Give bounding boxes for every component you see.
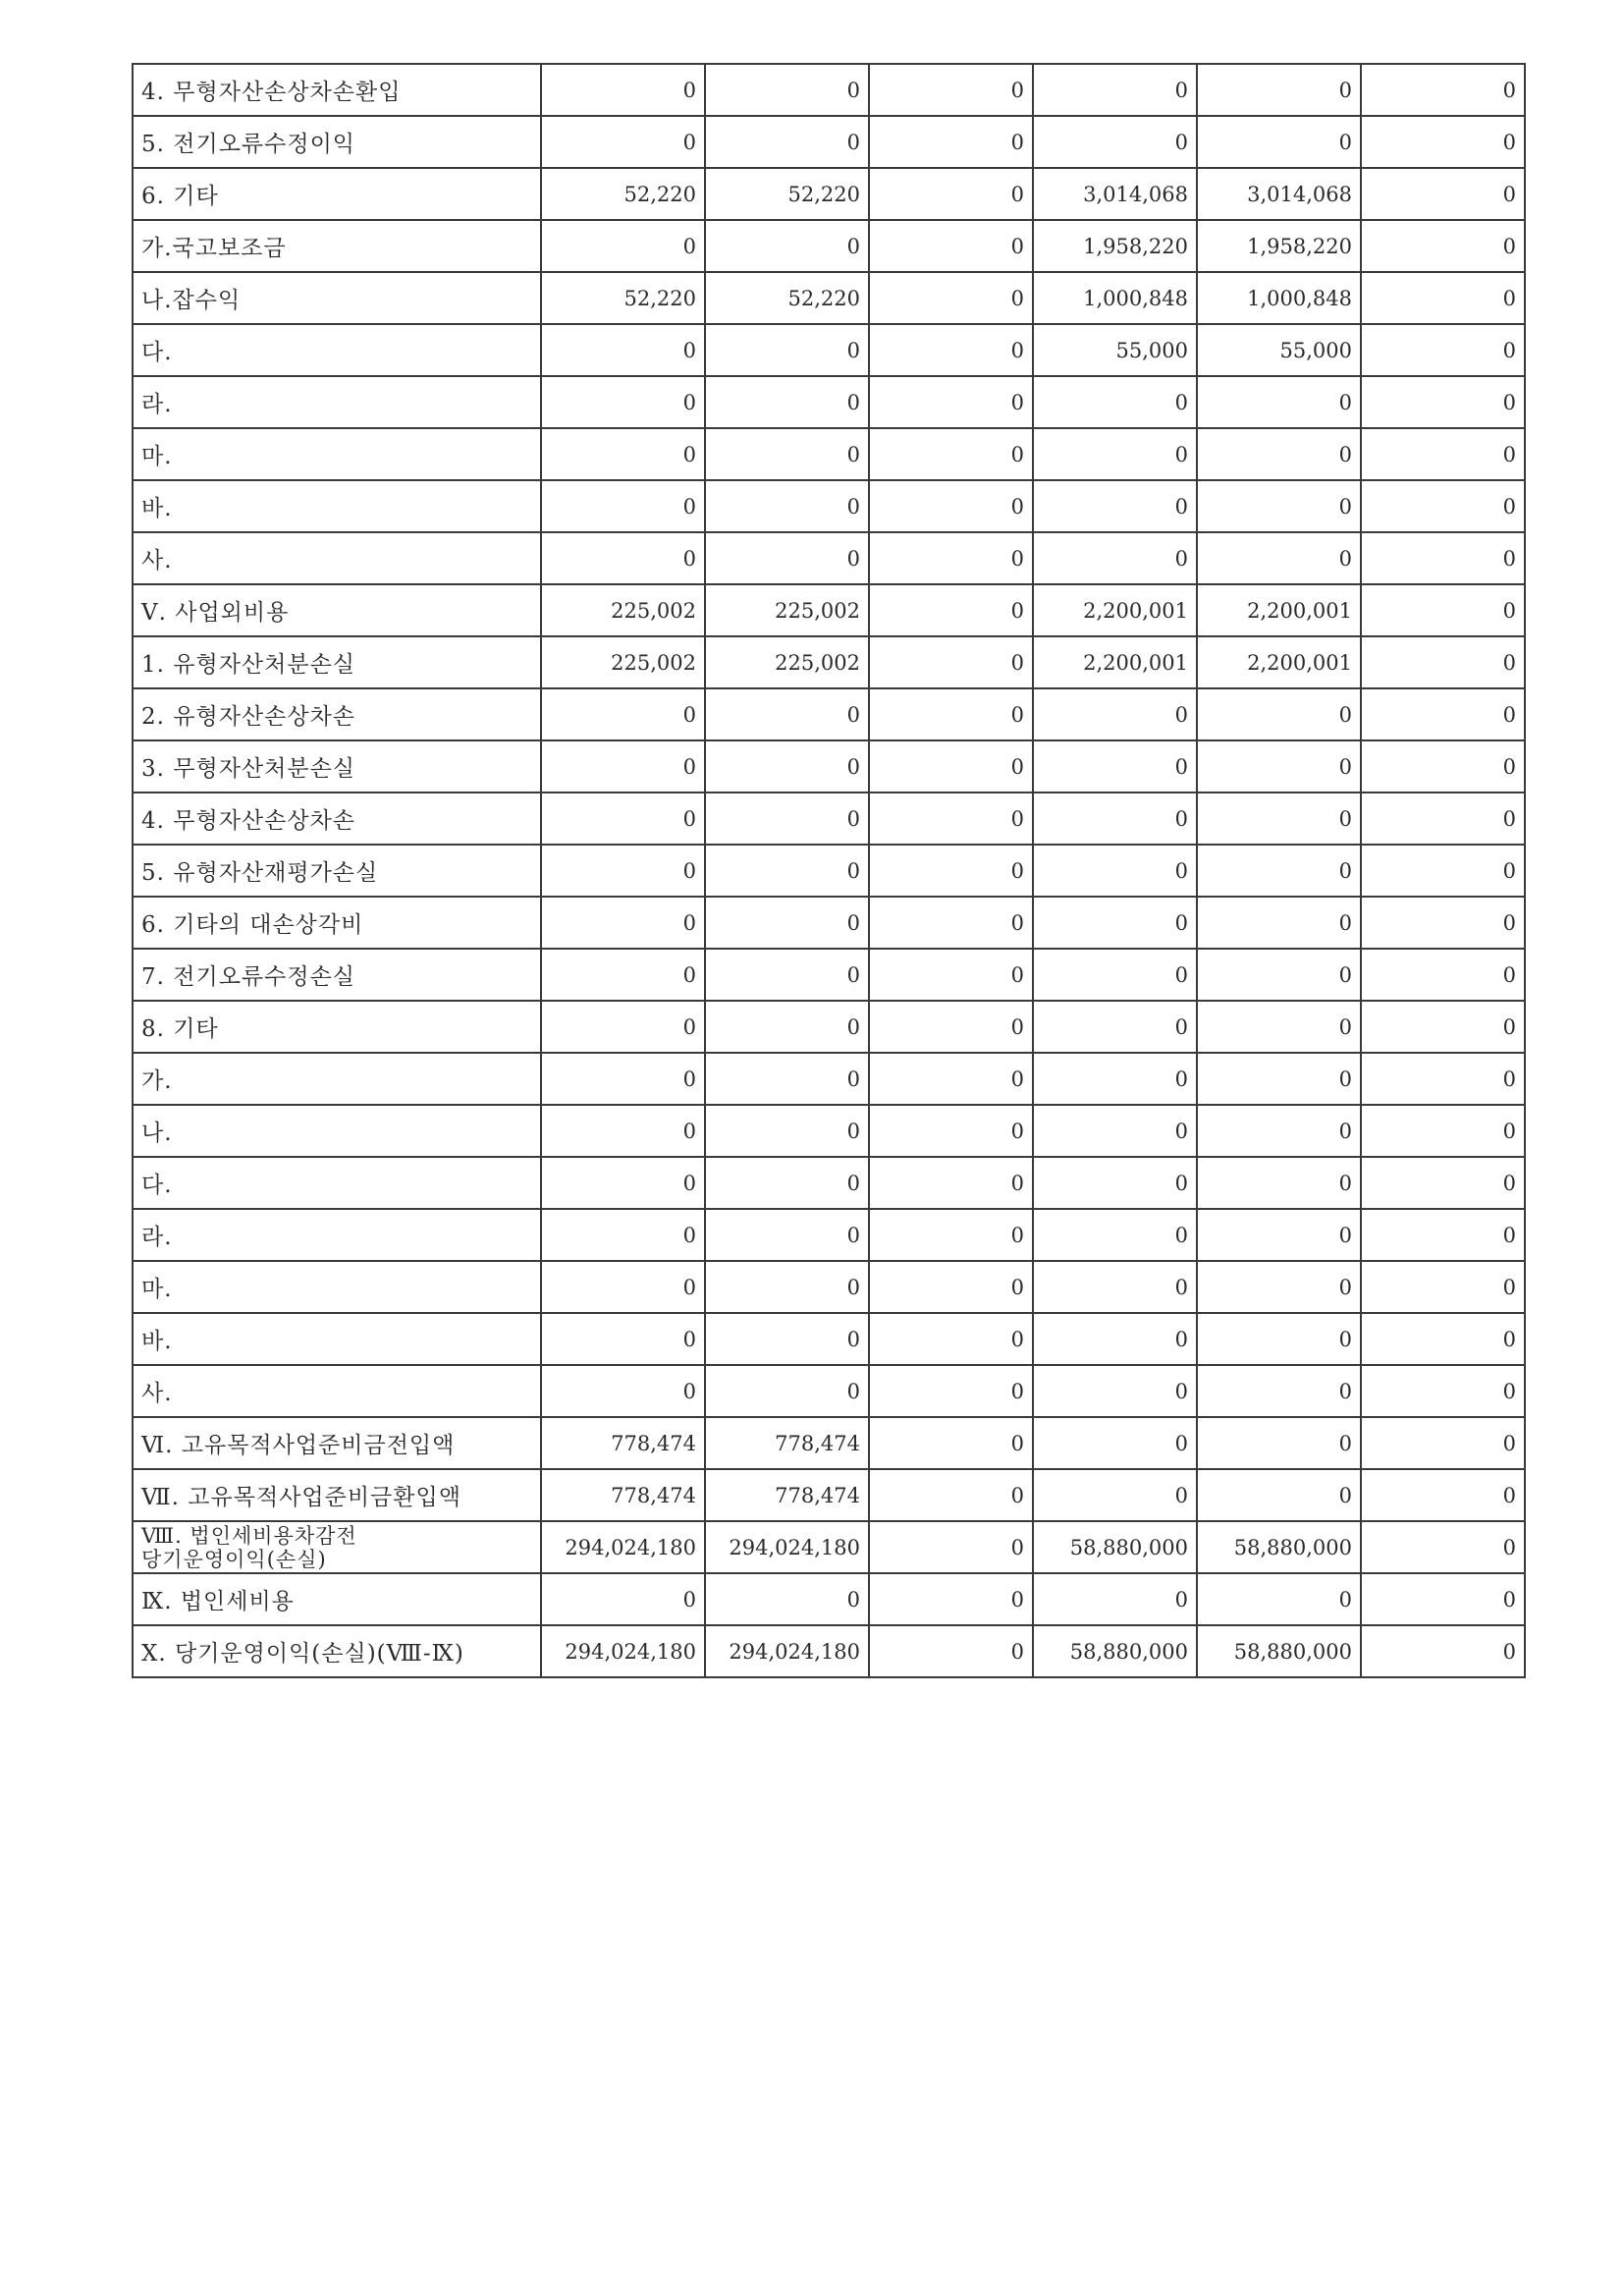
table-row bbox=[133, 272, 1525, 324]
table-body bbox=[133, 64, 1525, 1677]
amount-cell: 0 bbox=[541, 845, 705, 897]
table-row bbox=[133, 584, 1525, 636]
row-label: 4. 무형자산손상차손환입 bbox=[133, 64, 541, 116]
amount-cell: 0 bbox=[1361, 1261, 1525, 1313]
amount-cell: 0 bbox=[1361, 64, 1525, 116]
amount-cell: 0 bbox=[869, 1001, 1033, 1053]
amount-cell: 0 bbox=[1361, 1573, 1525, 1625]
amount-cell: 0 bbox=[541, 1365, 705, 1417]
amount-cell: 0 bbox=[869, 584, 1033, 636]
row-label: 사. bbox=[133, 1365, 541, 1417]
amount-cell: 0 bbox=[541, 793, 705, 845]
amount-cell: 0 bbox=[541, 1105, 705, 1157]
amount-cell: 0 bbox=[1197, 740, 1361, 793]
amount-cell: 0 bbox=[1361, 688, 1525, 740]
amount-cell: 0 bbox=[1361, 1105, 1525, 1157]
amount-cell: 0 bbox=[1361, 428, 1525, 480]
row-label: 4. 무형자산손상차손 bbox=[133, 793, 541, 845]
table-row bbox=[133, 324, 1525, 376]
amount-cell: 0 bbox=[1197, 428, 1361, 480]
amount-cell: 0 bbox=[869, 1209, 1033, 1261]
amount-cell: 0 bbox=[1033, 1105, 1197, 1157]
row-label bbox=[133, 1521, 541, 1573]
amount-cell: 0 bbox=[1361, 897, 1525, 949]
table-row bbox=[133, 688, 1525, 740]
amount-cell: 0 bbox=[1197, 1417, 1361, 1469]
amount-cell: 0 bbox=[541, 949, 705, 1001]
amount-cell: 0 bbox=[1033, 688, 1197, 740]
table-row bbox=[133, 1209, 1525, 1261]
amount-cell: 0 bbox=[1361, 272, 1525, 324]
amount-cell: 0 bbox=[705, 1209, 869, 1261]
amount-cell: 0 bbox=[541, 688, 705, 740]
amount-cell: 0 bbox=[1033, 376, 1197, 428]
amount-cell: 0 bbox=[1361, 1365, 1525, 1417]
row-label: 가.국고보조금 bbox=[133, 220, 541, 272]
amount-cell: 0 bbox=[869, 1105, 1033, 1157]
amount-cell: 0 bbox=[541, 740, 705, 793]
amount-cell: 0 bbox=[1361, 636, 1525, 688]
table-row bbox=[133, 480, 1525, 532]
amount-cell: 0 bbox=[1361, 949, 1525, 1001]
amount-cell: 0 bbox=[1361, 532, 1525, 584]
amount-cell: 0 bbox=[1033, 1261, 1197, 1313]
amount-cell: 0 bbox=[1361, 116, 1525, 168]
amount-cell: 2,200,001 bbox=[1033, 584, 1197, 636]
amount-cell: 58,880,000 bbox=[1197, 1521, 1361, 1573]
table-row bbox=[133, 1469, 1525, 1521]
amount-cell: 0 bbox=[1361, 740, 1525, 793]
amount-cell: 0 bbox=[541, 897, 705, 949]
amount-cell: 0 bbox=[541, 1573, 705, 1625]
amount-cell: 0 bbox=[1033, 1417, 1197, 1469]
amount-cell: 0 bbox=[1197, 1261, 1361, 1313]
amount-cell: 0 bbox=[705, 116, 869, 168]
amount-cell: 0 bbox=[869, 116, 1033, 168]
amount-cell: 225,002 bbox=[541, 636, 705, 688]
row-label: 6. 기타 bbox=[133, 168, 541, 220]
amount-cell: 0 bbox=[869, 1469, 1033, 1521]
amount-cell: 55,000 bbox=[1197, 324, 1361, 376]
amount-cell: 0 bbox=[1197, 793, 1361, 845]
amount-cell: 294,024,180 bbox=[541, 1521, 705, 1573]
amount-cell: 225,002 bbox=[705, 636, 869, 688]
amount-cell: 0 bbox=[1361, 793, 1525, 845]
table-row bbox=[133, 1313, 1525, 1365]
table-row bbox=[133, 1261, 1525, 1313]
amount-cell: 0 bbox=[869, 64, 1033, 116]
amount-cell: 0 bbox=[1361, 480, 1525, 532]
amount-cell: 0 bbox=[869, 793, 1033, 845]
amount-cell: 0 bbox=[541, 1209, 705, 1261]
amount-cell: 0 bbox=[541, 480, 705, 532]
table-row bbox=[133, 1157, 1525, 1209]
table-row bbox=[133, 897, 1525, 949]
amount-cell: 0 bbox=[869, 1417, 1033, 1469]
row-label: 나. bbox=[133, 1105, 541, 1157]
amount-cell: 778,474 bbox=[705, 1417, 869, 1469]
amount-cell: 0 bbox=[1197, 1313, 1361, 1365]
amount-cell: 0 bbox=[1197, 1053, 1361, 1105]
amount-cell: 0 bbox=[705, 428, 869, 480]
row-label: 다. bbox=[133, 1157, 541, 1209]
amount-cell: 0 bbox=[705, 688, 869, 740]
amount-cell: 0 bbox=[705, 1261, 869, 1313]
amount-cell: 0 bbox=[1197, 845, 1361, 897]
amount-cell: 0 bbox=[1033, 949, 1197, 1001]
amount-cell: 0 bbox=[869, 636, 1033, 688]
amount-cell: 0 bbox=[1033, 1209, 1197, 1261]
row-label: Ⅹ. 당기운영이익(손실)(Ⅷ-Ⅸ) bbox=[133, 1625, 541, 1677]
row-label: 5. 유형자산재평가손실 bbox=[133, 845, 541, 897]
amount-cell: 0 bbox=[1033, 1313, 1197, 1365]
amount-cell: 0 bbox=[541, 1313, 705, 1365]
amount-cell: 0 bbox=[705, 64, 869, 116]
amount-cell: 0 bbox=[705, 1157, 869, 1209]
amount-cell: 0 bbox=[1197, 116, 1361, 168]
amount-cell: 0 bbox=[705, 376, 869, 428]
amount-cell: 0 bbox=[1033, 1469, 1197, 1521]
amount-cell: 0 bbox=[705, 845, 869, 897]
row-label: Ⅸ. 법인세비용 bbox=[133, 1573, 541, 1625]
amount-cell: 0 bbox=[1033, 1573, 1197, 1625]
amount-cell: 0 bbox=[1033, 1001, 1197, 1053]
amount-cell: 0 bbox=[869, 428, 1033, 480]
amount-cell: 0 bbox=[869, 897, 1033, 949]
amount-cell: 2,200,001 bbox=[1197, 636, 1361, 688]
amount-cell: 0 bbox=[869, 220, 1033, 272]
amount-cell: 58,880,000 bbox=[1033, 1521, 1197, 1573]
amount-cell: 294,024,180 bbox=[541, 1625, 705, 1677]
amount-cell: 0 bbox=[869, 1313, 1033, 1365]
amount-cell: 52,220 bbox=[541, 272, 705, 324]
table-row bbox=[133, 793, 1525, 845]
amount-cell: 0 bbox=[1197, 376, 1361, 428]
row-label: 가. bbox=[133, 1053, 541, 1105]
amount-cell: 3,014,068 bbox=[1033, 168, 1197, 220]
amount-cell: 0 bbox=[1361, 168, 1525, 220]
amount-cell: 0 bbox=[1033, 480, 1197, 532]
amount-cell: 0 bbox=[541, 428, 705, 480]
row-label: 1. 유형자산처분손실 bbox=[133, 636, 541, 688]
row-label: Ⅶ. 고유목적사업준비금환입액 bbox=[133, 1469, 541, 1521]
amount-cell: 0 bbox=[1361, 1313, 1525, 1365]
amount-cell: 0 bbox=[705, 1001, 869, 1053]
amount-cell: 0 bbox=[869, 1625, 1033, 1677]
amount-cell: 0 bbox=[1197, 1001, 1361, 1053]
amount-cell: 0 bbox=[1033, 897, 1197, 949]
amount-cell: 2,200,001 bbox=[1033, 636, 1197, 688]
amount-cell: 0 bbox=[1197, 64, 1361, 116]
amount-cell: 0 bbox=[869, 949, 1033, 1001]
amount-cell: 0 bbox=[705, 1105, 869, 1157]
amount-cell: 0 bbox=[705, 1053, 869, 1105]
row-label-line-2: 당기운영이익(손실) bbox=[141, 1547, 327, 1571]
table-row bbox=[133, 845, 1525, 897]
row-label: 3. 무형자산처분손실 bbox=[133, 740, 541, 793]
amount-cell: 52,220 bbox=[705, 272, 869, 324]
amount-cell: 778,474 bbox=[705, 1469, 869, 1521]
amount-cell: 0 bbox=[1197, 532, 1361, 584]
amount-cell: 0 bbox=[1197, 688, 1361, 740]
row-label: 바. bbox=[133, 1313, 541, 1365]
amount-cell: 0 bbox=[1361, 1469, 1525, 1521]
amount-cell: 0 bbox=[1361, 1417, 1525, 1469]
amount-cell: 0 bbox=[705, 740, 869, 793]
amount-cell: 0 bbox=[1033, 1365, 1197, 1417]
table-row bbox=[133, 1001, 1525, 1053]
amount-cell: 0 bbox=[1361, 845, 1525, 897]
row-label: Ⅵ. 고유목적사업준비금전입액 bbox=[133, 1417, 541, 1469]
row-label: 다. bbox=[133, 324, 541, 376]
amount-cell: 52,220 bbox=[705, 168, 869, 220]
amount-cell: 0 bbox=[1361, 1053, 1525, 1105]
amount-cell: 0 bbox=[1033, 740, 1197, 793]
table-row bbox=[133, 1625, 1525, 1677]
amount-cell: 0 bbox=[1033, 428, 1197, 480]
table-row bbox=[133, 1053, 1525, 1105]
table-row bbox=[133, 740, 1525, 793]
amount-cell: 0 bbox=[1361, 1157, 1525, 1209]
amount-cell: 0 bbox=[869, 168, 1033, 220]
table-row bbox=[133, 1573, 1525, 1625]
amount-cell: 0 bbox=[1197, 1365, 1361, 1417]
amount-cell: 0 bbox=[541, 220, 705, 272]
amount-cell: 0 bbox=[1197, 897, 1361, 949]
amount-cell: 0 bbox=[705, 897, 869, 949]
amount-cell: 1,958,220 bbox=[1197, 220, 1361, 272]
row-label: 5. 전기오류수정이익 bbox=[133, 116, 541, 168]
amount-cell: 0 bbox=[705, 1313, 869, 1365]
amount-cell: 1,000,848 bbox=[1197, 272, 1361, 324]
amount-cell: 0 bbox=[869, 480, 1033, 532]
amount-cell: 0 bbox=[1361, 584, 1525, 636]
amount-cell: 0 bbox=[705, 220, 869, 272]
table-row bbox=[133, 220, 1525, 272]
amount-cell: 778,474 bbox=[541, 1469, 705, 1521]
amount-cell: 0 bbox=[1361, 376, 1525, 428]
table-row bbox=[133, 64, 1525, 116]
amount-cell: 52,220 bbox=[541, 168, 705, 220]
amount-cell: 294,024,180 bbox=[705, 1521, 869, 1573]
amount-cell: 0 bbox=[541, 116, 705, 168]
amount-cell: 3,014,068 bbox=[1197, 168, 1361, 220]
table-row bbox=[133, 168, 1525, 220]
amount-cell: 0 bbox=[1033, 845, 1197, 897]
table-row bbox=[133, 636, 1525, 688]
table-row bbox=[133, 1105, 1525, 1157]
amount-cell: 0 bbox=[869, 1157, 1033, 1209]
amount-cell: 0 bbox=[1361, 1209, 1525, 1261]
amount-cell: 0 bbox=[869, 1053, 1033, 1105]
table-row bbox=[133, 116, 1525, 168]
amount-cell: 0 bbox=[869, 532, 1033, 584]
table-row bbox=[133, 428, 1525, 480]
row-label: 7. 전기오류수정손실 bbox=[133, 949, 541, 1001]
amount-cell: 0 bbox=[1033, 64, 1197, 116]
amount-cell: 0 bbox=[1197, 480, 1361, 532]
amount-cell: 0 bbox=[1197, 1157, 1361, 1209]
row-label: 바. bbox=[133, 480, 541, 532]
amount-cell: 0 bbox=[705, 1573, 869, 1625]
amount-cell: 0 bbox=[1361, 1001, 1525, 1053]
amount-cell: 0 bbox=[1361, 1521, 1525, 1573]
amount-cell: 1,958,220 bbox=[1033, 220, 1197, 272]
table-row bbox=[133, 949, 1525, 1001]
amount-cell: 225,002 bbox=[541, 584, 705, 636]
income-statement-table bbox=[132, 63, 1526, 1678]
amount-cell: 1,000,848 bbox=[1033, 272, 1197, 324]
amount-cell: 225,002 bbox=[705, 584, 869, 636]
amount-cell: 2,200,001 bbox=[1197, 584, 1361, 636]
amount-cell: 0 bbox=[541, 1001, 705, 1053]
amount-cell: 0 bbox=[1197, 1209, 1361, 1261]
amount-cell: 0 bbox=[1197, 1105, 1361, 1157]
amount-cell: 0 bbox=[541, 1157, 705, 1209]
row-label: 마. bbox=[133, 1261, 541, 1313]
row-label-line-1: Ⅷ. 법인세비용차감전 bbox=[141, 1523, 357, 1548]
table-row bbox=[133, 376, 1525, 428]
row-label: 8. 기타 bbox=[133, 1001, 541, 1053]
amount-cell: 0 bbox=[1361, 220, 1525, 272]
amount-cell: 0 bbox=[705, 532, 869, 584]
amount-cell: 0 bbox=[869, 1573, 1033, 1625]
table-row bbox=[133, 1521, 1525, 1573]
amount-cell: 0 bbox=[869, 324, 1033, 376]
amount-cell: 0 bbox=[1033, 1157, 1197, 1209]
table-row bbox=[133, 532, 1525, 584]
amount-cell: 58,880,000 bbox=[1197, 1625, 1361, 1677]
amount-cell: 0 bbox=[705, 324, 869, 376]
amount-cell: 0 bbox=[541, 532, 705, 584]
amount-cell: 0 bbox=[869, 1261, 1033, 1313]
amount-cell: 0 bbox=[869, 376, 1033, 428]
amount-cell: 0 bbox=[1033, 1053, 1197, 1105]
amount-cell: 0 bbox=[869, 688, 1033, 740]
row-label: 사. bbox=[133, 532, 541, 584]
amount-cell: 0 bbox=[1361, 1625, 1525, 1677]
amount-cell: 0 bbox=[541, 324, 705, 376]
row-label: 6. 기타의 대손상각비 bbox=[133, 897, 541, 949]
amount-cell: 0 bbox=[1361, 324, 1525, 376]
amount-cell: 0 bbox=[869, 1365, 1033, 1417]
amount-cell: 0 bbox=[541, 64, 705, 116]
amount-cell: 0 bbox=[705, 480, 869, 532]
row-label: 라. bbox=[133, 1209, 541, 1261]
row-label: Ⅴ. 사업외비용 bbox=[133, 584, 541, 636]
amount-cell: 0 bbox=[705, 949, 869, 1001]
amount-cell: 778,474 bbox=[541, 1417, 705, 1469]
amount-cell: 0 bbox=[869, 1521, 1033, 1573]
amount-cell: 0 bbox=[869, 845, 1033, 897]
amount-cell: 0 bbox=[869, 272, 1033, 324]
amount-cell: 0 bbox=[1033, 532, 1197, 584]
table-row bbox=[133, 1417, 1525, 1469]
row-label: 라. bbox=[133, 376, 541, 428]
table-row bbox=[133, 1365, 1525, 1417]
amount-cell: 55,000 bbox=[1033, 324, 1197, 376]
row-label: 2. 유형자산손상차손 bbox=[133, 688, 541, 740]
row-label: 나.잡수익 bbox=[133, 272, 541, 324]
amount-cell: 58,880,000 bbox=[1033, 1625, 1197, 1677]
amount-cell: 294,024,180 bbox=[705, 1625, 869, 1677]
amount-cell: 0 bbox=[705, 1365, 869, 1417]
amount-cell: 0 bbox=[1197, 1469, 1361, 1521]
amount-cell: 0 bbox=[705, 793, 869, 845]
amount-cell: 0 bbox=[1033, 793, 1197, 845]
amount-cell: 0 bbox=[541, 1261, 705, 1313]
row-label: 마. bbox=[133, 428, 541, 480]
amount-cell: 0 bbox=[1197, 1573, 1361, 1625]
amount-cell: 0 bbox=[869, 740, 1033, 793]
amount-cell: 0 bbox=[1197, 949, 1361, 1001]
amount-cell: 0 bbox=[1033, 116, 1197, 168]
amount-cell: 0 bbox=[541, 1053, 705, 1105]
amount-cell: 0 bbox=[541, 376, 705, 428]
